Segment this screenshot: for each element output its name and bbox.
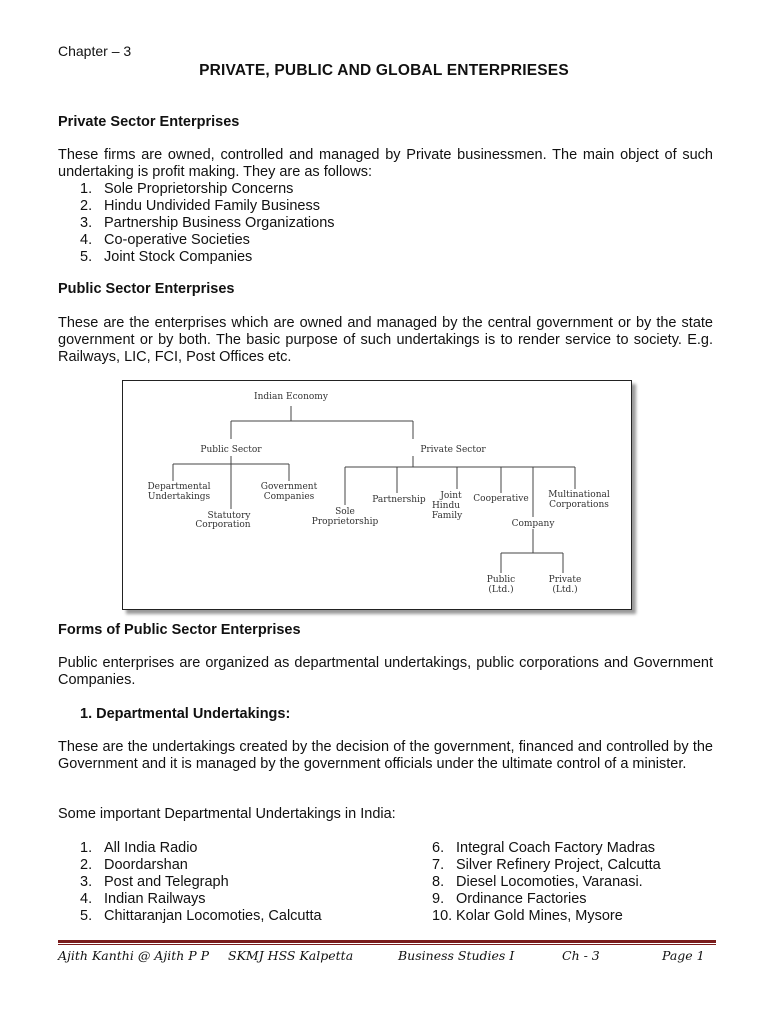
- footer-subject: Business Studies I: [398, 948, 515, 963]
- node-private-ltd-line1: Private: [548, 575, 582, 585]
- list-item: 8. Diesel Locomoties, Varanasi.: [432, 874, 643, 890]
- public-sector-heading: Public Sector Enterprises: [58, 281, 235, 297]
- list-item: 5. Joint Stock Companies: [80, 249, 253, 265]
- node-public-ltd-line1: Public: [486, 575, 516, 585]
- node-public-sector: Public Sector: [200, 445, 262, 455]
- footer-rule-thin: [58, 944, 716, 945]
- forms-heading: Forms of Public Sector Enterprises: [58, 622, 301, 638]
- undertakings-list-right: [432, 840, 661, 925]
- node-private-ltd-line2: (Ltd.): [552, 585, 578, 595]
- node-multinational-line2: Corporations: [549, 500, 609, 510]
- footer-page-number: Page 1: [662, 948, 705, 963]
- list-item: 3. Partnership Business Organizations: [80, 215, 335, 231]
- node-private-sector: Private Sector: [420, 445, 486, 455]
- node-joint-line2: Hindu: [431, 501, 461, 511]
- undertakings-list-left: [80, 840, 322, 925]
- list-item: 4. Co-operative Societies: [80, 232, 250, 248]
- list-item: 3. Post and Telegraph: [80, 874, 229, 890]
- node-sole-line1: Sole: [335, 507, 355, 517]
- node-partnership: Partnership: [372, 495, 426, 505]
- node-public-ltd-line2: (Ltd.): [488, 585, 514, 595]
- private-sector-paragraph: These firms are owned, controlled and managed by Private businessmen. The main object of such undertaking is profit making. They are as follows:: [58, 147, 713, 180]
- departmental-undertakings-paragraph: These are the undertakings created by the decision of the government, financed and controlled by the Government and it is managed by the government officials under the ultimate control of a minister.: [58, 739, 713, 772]
- diagram-connectors: [173, 406, 575, 573]
- list-item: 7. Silver Refinery Project, Calcutta: [432, 857, 661, 873]
- chapter-label: Chapter – 3: [58, 43, 132, 59]
- node-government-line1: Government: [260, 482, 318, 492]
- public-sector-paragraph: These are the enterprises which are owned and managed by the central government or by the state government or by both. The basic purpose of such undertakings is to render service to society. E.g. Railways, LIC, FCI, Post Offices etc.: [58, 315, 713, 365]
- list-item: 4. Indian Railways: [80, 891, 206, 907]
- list-item: 5. Chittaranjan Locomoties, Calcutta: [80, 908, 322, 924]
- page-title: PRIVATE, PUBLIC AND GLOBAL ENTERPRIESES: [199, 62, 569, 79]
- node-departmental-line2: Undertakings: [147, 492, 211, 502]
- node-joint-line3: Family: [431, 511, 463, 521]
- list-item: 1. Sole Proprietorship Concerns: [80, 181, 294, 197]
- node-multinational-line1: Multinational: [548, 490, 610, 500]
- node-joint-line1: Joint: [440, 491, 462, 501]
- list-item: 1. All India Radio: [80, 840, 198, 856]
- list-item: 10. Kolar Gold Mines, Mysore: [432, 908, 623, 924]
- node-sole-line2: Proprietorship: [311, 517, 379, 527]
- node-company: Company: [511, 519, 555, 529]
- node-statutory-line1: Statutory: [207, 511, 251, 521]
- list-item: 6. Integral Coach Factory Madras: [432, 840, 656, 856]
- footer-chapter: Ch - 3: [562, 948, 600, 963]
- node-departmental-line1: Departmental: [147, 482, 211, 492]
- list-item: 2. Hindu Undivided Family Business: [80, 198, 320, 214]
- private-sector-list: [80, 181, 335, 266]
- list-item: 2. Doordarshan: [80, 857, 188, 873]
- list-intro: Some important Departmental Undertakings in India:: [58, 806, 396, 822]
- node-indian-economy: Indian Economy: [254, 392, 328, 402]
- footer-author: Ajith Kanthi @ Ajith P P: [58, 948, 210, 963]
- footer-school: SKMJ HSS Kalpetta: [228, 948, 354, 963]
- list-item: 9. Ordinance Factories: [432, 891, 587, 907]
- private-sector-heading: Private Sector Enterprises: [58, 114, 240, 130]
- departmental-undertakings-heading: 1. Departmental Undertakings:: [80, 706, 291, 722]
- economy-structure-diagram: [122, 380, 632, 610]
- footer-rule-thick: [58, 940, 716, 943]
- node-statutory-line2: Corporation: [195, 520, 251, 530]
- node-government-line2: Companies: [263, 492, 315, 502]
- forms-paragraph: Public enterprises are organized as departmental undertakings, public corporations and Government Companies.: [58, 655, 713, 688]
- node-cooperative: Cooperative: [473, 494, 529, 504]
